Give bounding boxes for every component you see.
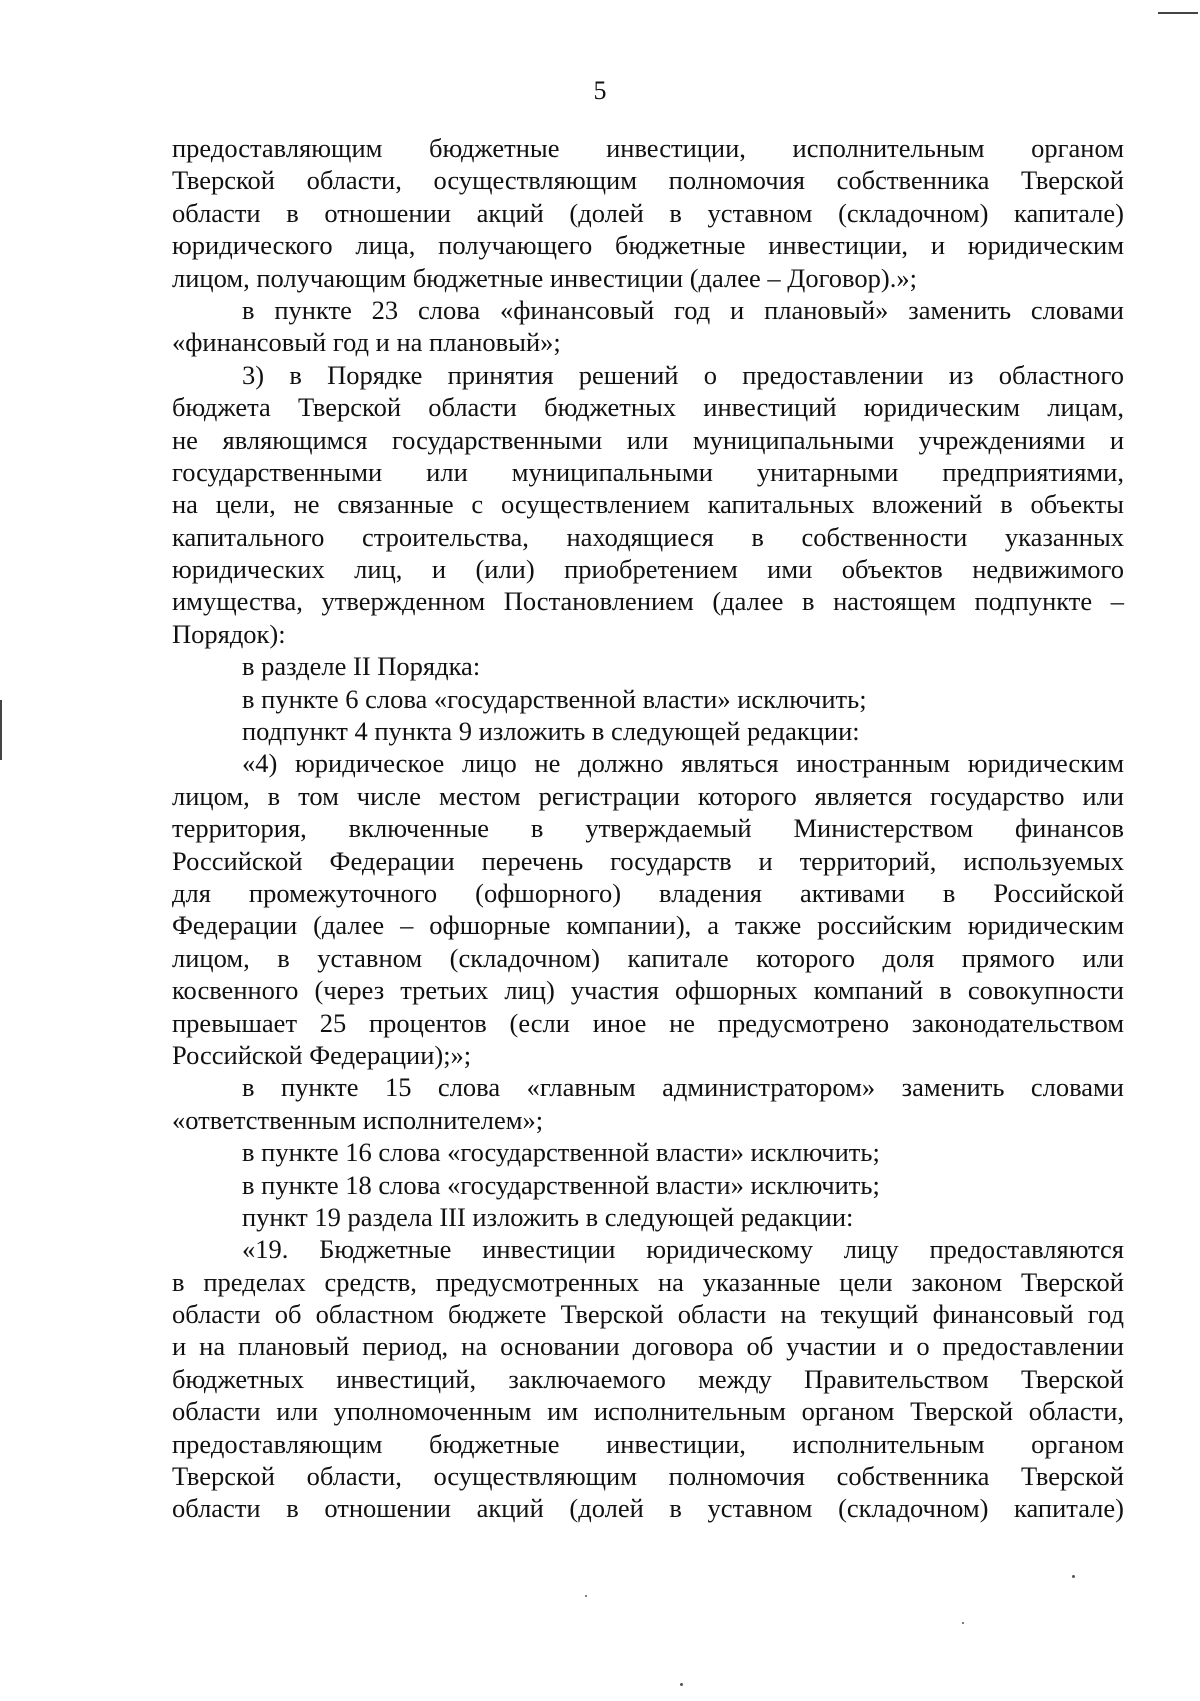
text-line: бюджета Тверской области бюджетных инвестиций юридическим лицам, <box>172 392 1124 423</box>
text-line: в разделе II Порядка: <box>242 651 481 682</box>
text-line: в пункте 18 слова «государственной власти» исключить; <box>242 1169 880 1200</box>
text-line: Федерации (далее – офшорные компании), а также российским юридическим <box>172 910 1124 941</box>
text-line: имущества, утвержденном Постановлением (далее в настоящем подпункте – <box>172 586 1124 617</box>
text-line: в пункте 16 слова «государственной власти» исключить; <box>242 1137 880 1168</box>
scan-edge-mark <box>0 700 2 760</box>
text-line: капитального строительства, находящиеся в собственности указанных <box>172 521 1124 552</box>
scan-speck <box>585 1595 587 1597</box>
text-line: для промежуточного (офшорного) владения активами в Российской <box>172 877 1124 908</box>
text-line: «4) юридическое лицо не должно являться иностранным юридическим <box>242 748 1124 779</box>
text-line: косвенного (через третьих лиц) участия офшорных компаний в совокупности <box>172 975 1124 1006</box>
scan-speck <box>1072 1575 1075 1578</box>
text-line: подпункт 4 пункта 9 изложить в следующей редакции: <box>242 716 860 747</box>
text-line: «19. Бюджетные инвестиции юридическому лицу предоставляются <box>242 1234 1124 1265</box>
text-line: в пределах средств, предусмотренных на указанные цели законом Тверской <box>172 1266 1124 1297</box>
text-line: государственными или муниципальными унитарными предприятиями, <box>172 456 1124 487</box>
text-line: пункт 19 раздела III изложить в следующей редакции: <box>242 1201 854 1232</box>
scan-speck <box>962 1622 964 1624</box>
scan-speck <box>680 1683 683 1686</box>
text-line: юридического лица, получающего бюджетные инвестиции, и юридическим <box>172 230 1124 261</box>
text-line: лицом, в уставном (складочном) капитале которого доля прямого или <box>172 942 1124 973</box>
text-line: «ответственным исполнителем»; <box>172 1104 544 1135</box>
document-body <box>172 132 1124 1525</box>
text-line: Тверской области, осуществляющим полномочия собственника Тверской <box>172 165 1124 196</box>
text-line: области в отношении акций (долей в уставном (складочном) капитале) <box>172 1493 1124 1524</box>
text-line: не являющимся государственными или муниципальными учреждениями и <box>172 424 1124 455</box>
text-line: превышает 25 процентов (если иное не предусмотрено законодательством <box>172 1007 1124 1038</box>
scan-edge-mark <box>1158 12 1198 14</box>
text-line: в пункте 23 слова «финансовый год и плановый» заменить словами <box>242 294 1124 325</box>
text-line: области или уполномоченным им исполнительным органом Тверской области, <box>172 1396 1124 1427</box>
text-line: лицом, в том числе местом регистрации которого является государство или <box>172 780 1124 811</box>
text-line: области в отношении акций (долей в уставном (складочном) капитале) <box>172 197 1124 228</box>
page-number: 5 <box>593 76 607 105</box>
text-line: на цели, не связанные с осуществлением капитальных вложений в объекты <box>172 489 1124 520</box>
text-line: территория, включенные в утверждаемый Министерством финансов <box>172 813 1124 844</box>
text-line: юридических лиц, и (или) приобретением ими объектов недвижимого <box>172 554 1124 585</box>
text-line: Российской Федерации перечень государств и территорий, используемых <box>172 845 1124 876</box>
text-line: 3) в Порядке принятия решений о предоставлении из областного <box>242 359 1124 390</box>
text-line: лицом, получающим бюджетные инвестиции (далее – Договор).»; <box>172 262 917 293</box>
text-line: в пункте 15 слова «главным администратором» заменить словами <box>242 1072 1124 1103</box>
text-line: и на плановый период, на основании договора об участии и о предоставлении <box>172 1331 1124 1362</box>
text-line: Порядок): <box>172 618 286 649</box>
text-line: бюджетных инвестиций, заключаемого между Правительством Тверской <box>172 1363 1124 1394</box>
text-line: предоставляющим бюджетные инвестиции, исполнительным органом <box>172 1428 1124 1459</box>
text-line: в пункте 6 слова «государственной власти» исключить; <box>242 683 867 714</box>
text-line: области об областном бюджете Тверской области на текущий финансовый год <box>172 1299 1124 1330</box>
text-line: «финансовый год и на плановый»; <box>172 327 561 358</box>
text-line: Тверской области, осуществляющим полномочия собственника Тверской <box>172 1461 1124 1492</box>
text-line: предоставляющим бюджетные инвестиции, исполнительным органом <box>172 133 1124 163</box>
text-line: Российской Федерации);»; <box>172 1039 472 1070</box>
